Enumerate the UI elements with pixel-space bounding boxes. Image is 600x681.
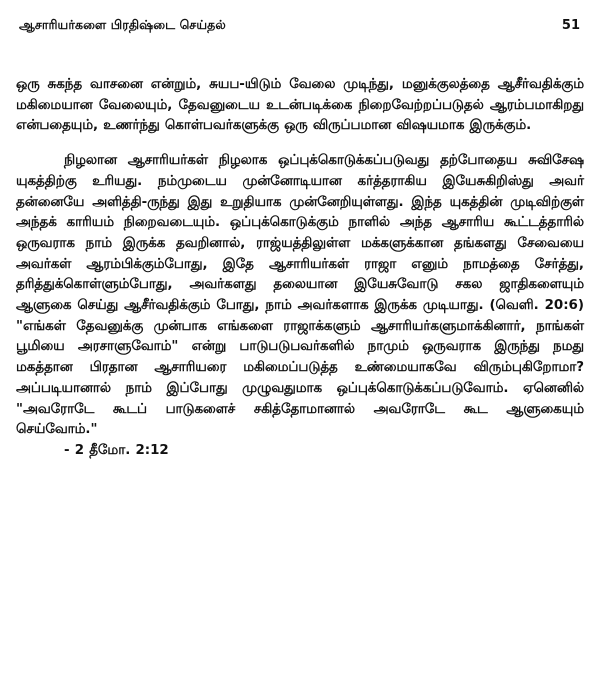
scripture-reference: - 2 தீமோ. 2:12 xyxy=(64,442,169,458)
paragraph-2-text: நிழலான ஆசாரியர்கள் நிழலாக ஒப்புக்கொடுக்கப்படுவது தற்போதைய சுவிசேஷ யுகத்திற்கு உரியது. நம்முடைய முன்னோடியான கர்த்தராகிய இயேசுகிறிஸ்து அவர் தன்னையே அளித்தி-ருந்து இது உறுதியாக முன்னேறியுள்ளது. இந்த யுகத்தின் முடிவிற்குள் அந்தக் காரியம் நிறைவடையும். ஒப்புக்கொடுக்கும் நாளில் அந்த ஆசாரிய கூட்டத்தாரில் ஒருவராக நாம் இருக்க தவறினால், ராஜ்யத்திலுள்ள மக்களுக்கான தங்களது சேவையை அவர்கள் ஆரம்பிக்கும்போது, இதே ஆசாரியர்கள் ராஜா எனும் நாமத்தை சேர்த்து, தரித்துக்கொள்ளும்போது, அவர்களது தலையான இயேசுவோடு சகல ஜாதிகளையும் ஆளுகை செய்து ஆசீர்வதிக்கும் போது, நாம் அவர்களாக இருக்க முடியாது. (வெளி. 20:6) "எங்கள் தேவனுக்கு முன்பாக எங்களை ராஜாக்களும் ஆசாரியர்களுமாக்கினார், நாங்கள் பூமியை அரசாளுவோம்" என்று பாடுபடுபவர்களில் நாமும் ஒருவராக இருந்து நமது மகத்தான பிரதான ஆசாரியரை மகிமைப்படுத்த உண்மையாகவே விரும்புகிறோமா? அப்படியானால் நாம் இப்போது முழுவதுமாக ஒப்புக்கொடுக்கப்படுவோம். ஏனெனில் "அவரோடே கூடப் பாடுகளைச் சகித்தோமானால் அவரோடே கூட ஆளுகையும் செய்வோம்." xyxy=(16,153,584,438)
page-number: 51 xyxy=(561,17,580,33)
paragraph-1: ஒரு சுகந்த வாசனை என்றும், சுயப-யிடும் வேலை முடிந்து, மனுக்குலத்தை ஆசீர்வதிக்கும் மகிமையான வேலையும், தேவனுடைய உடன்படிக்கை நிறைவேற்றப்படுதல் ஆரம்பமாகிறது என்பதையும், உணர்ந்து கொள்பவர்களுக்கு ஒரு விருப்பமான விஷயமாக இருக்கும். xyxy=(16,77,584,134)
running-header xyxy=(19,14,580,36)
chapter-title: ஆசாரியர்களை பிரதிஷ்டை செய்தல் xyxy=(19,16,226,32)
paragraph-2 xyxy=(16,151,584,462)
body-text xyxy=(16,75,584,462)
